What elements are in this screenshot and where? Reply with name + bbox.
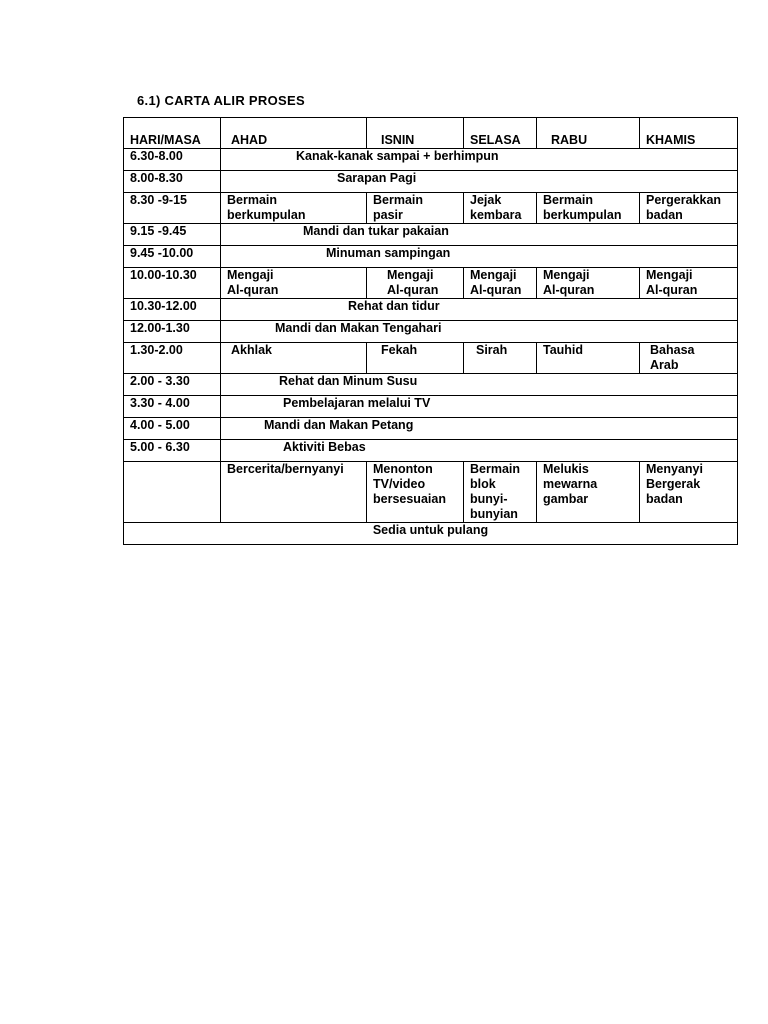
time-cell: 4.00 - 5.00: [124, 418, 221, 440]
footer-row: [124, 523, 738, 545]
activity-span-cell: [221, 171, 738, 193]
time-cell: 9.15 -9.45: [124, 224, 221, 246]
time-cell: 8.30 -9-15: [124, 193, 221, 224]
activity-cell: Akhlak: [221, 343, 367, 374]
activity-cell: Mengaji Al-quran: [640, 268, 738, 299]
activity-span-cell: [221, 149, 738, 171]
time-cell: 10.00-10.30: [124, 268, 221, 299]
activity-label: Pembelajaran melalui TV: [283, 396, 431, 410]
activity-cell: Menyanyi Bergerak badan: [640, 462, 738, 523]
activity-cell: Mengaji Al-quran: [221, 268, 367, 299]
header-cell: AHAD: [221, 118, 367, 149]
activity-span-cell: [221, 418, 738, 440]
header-cell: SELASA: [464, 118, 537, 149]
activity-span-cell: [221, 224, 738, 246]
activity-label: Sarapan Pagi: [337, 171, 417, 185]
activity-cell: Pergerakkan badan: [640, 193, 738, 224]
activity-label: Aktiviti Bebas: [283, 440, 366, 454]
activity-span-cell: [221, 321, 738, 343]
activity-label: Minuman sampingan: [326, 246, 451, 260]
activity-span-cell: [221, 246, 738, 268]
schedule-row: [124, 193, 738, 224]
activity-cell: Bermain blok bunyi- bunyian: [464, 462, 537, 523]
schedule-row: [124, 246, 738, 268]
activity-cell: Melukis mewarna gambar: [537, 462, 640, 523]
header-cell: RABU: [537, 118, 640, 149]
activity-label: Mandi dan tukar pakaian: [303, 224, 449, 238]
time-cell: 1.30-2.00: [124, 343, 221, 374]
activity-span-cell: [221, 299, 738, 321]
activity-cell: Mengaji Al-quran: [464, 268, 537, 299]
time-cell: 6.30-8.00: [124, 149, 221, 171]
schedule-row: [124, 396, 738, 418]
schedule-row: [124, 374, 738, 396]
header-cell: KHAMIS: [640, 118, 738, 149]
time-cell: 9.45 -10.00: [124, 246, 221, 268]
activity-cell: Bercerita/bernyanyi: [221, 462, 367, 523]
activity-cell: Mengaji Al-quran: [537, 268, 640, 299]
activity-cell: Fekah: [367, 343, 464, 374]
schedule-row: [124, 321, 738, 343]
activity-label: Kanak-kanak sampai + berhimpun: [296, 149, 499, 163]
activity-span-cell: [221, 440, 738, 462]
header-row: [124, 118, 738, 149]
activity-cell: Tauhid: [537, 343, 640, 374]
activity-cell: Bermain pasir: [367, 193, 464, 224]
activity-cell: Bermain berkumpulan: [537, 193, 640, 224]
time-cell: 2.00 - 3.30: [124, 374, 221, 396]
schedule-row: [124, 418, 738, 440]
schedule-row: [124, 440, 738, 462]
schedule-row: [124, 268, 738, 299]
time-cell: 12.00-1.30: [124, 321, 221, 343]
activity-cell: Menonton TV/video bersesuaian: [367, 462, 464, 523]
time-cell: 8.00-8.30: [124, 171, 221, 193]
time-cell: [124, 462, 221, 523]
schedule-row: [124, 299, 738, 321]
page-title: 6.1) CARTA ALIR PROSES: [137, 93, 305, 108]
schedule-row: [124, 171, 738, 193]
schedule-row: [124, 343, 738, 374]
footer-cell: Sedia untuk pulang: [124, 523, 738, 545]
activity-cell: Sirah: [464, 343, 537, 374]
activity-cell: Bahasa Arab: [640, 343, 738, 374]
activity-label: Mandi dan Makan Petang: [264, 418, 414, 432]
time-cell: 5.00 - 6.30: [124, 440, 221, 462]
schedule-row: [124, 224, 738, 246]
time-cell: 10.30-12.00: [124, 299, 221, 321]
schedule-row: [124, 462, 738, 523]
activity-label: Mandi dan Makan Tengahari: [275, 321, 442, 335]
activity-cell: Jejak kembara: [464, 193, 537, 224]
time-cell: 3.30 - 4.00: [124, 396, 221, 418]
activity-cell: Bermain berkumpulan: [221, 193, 367, 224]
header-cell: ISNIN: [367, 118, 464, 149]
schedule-table: [123, 117, 738, 545]
schedule-row: [124, 149, 738, 171]
activity-label: Rehat dan Minum Susu: [279, 374, 418, 388]
header-cell: HARI/MASA: [124, 118, 221, 149]
activity-cell: Mengaji Al-quran: [367, 268, 464, 299]
activity-label: Rehat dan tidur: [348, 299, 440, 313]
activity-span-cell: [221, 396, 738, 418]
activity-span-cell: [221, 374, 738, 396]
